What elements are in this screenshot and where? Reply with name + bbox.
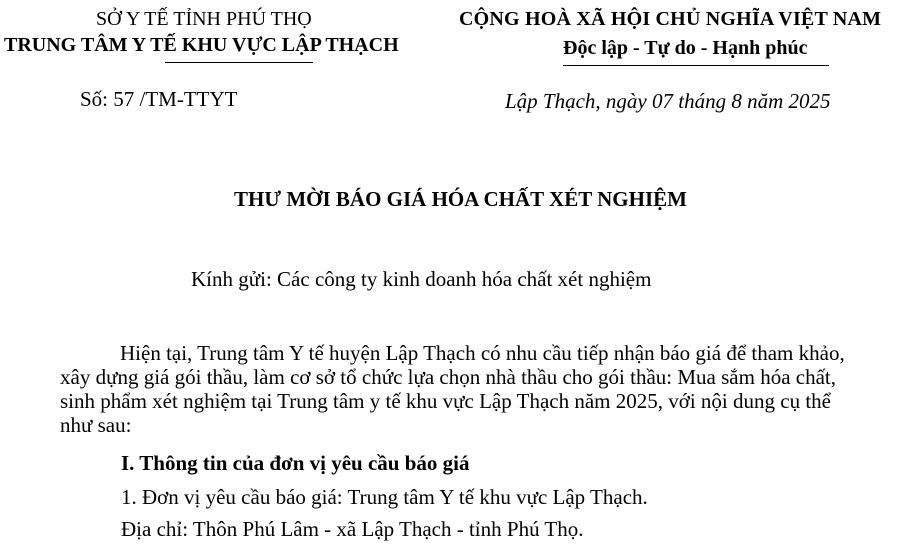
motto-underline — [563, 65, 829, 66]
recipient-line: Kính gửi: Các công ty kinh doanh hóa chất xét nghiệm — [191, 267, 652, 291]
header-left-underline — [165, 62, 313, 63]
section-heading: I. Thông tin của đơn vị yêu cầu báo giá — [121, 451, 470, 475]
place-and-date: Lập Thạch, ngày 07 tháng 8 năm 2025 — [505, 89, 831, 113]
document-title: THƯ MỜI BÁO GIÁ HÓA CHẤT XÉT NGHIỆM — [234, 187, 687, 211]
list-item: 1. Đơn vị yêu cầu báo giá: Trung tâm Y tế khu vực Lập Thạch. — [121, 485, 648, 509]
national-motto: Độc lập - Tự do - Hạnh phúc — [563, 37, 808, 59]
document-number: Số: 57 /TM-TTYT — [80, 87, 238, 111]
body-paragraph — [60, 341, 860, 437]
national-title: CỘNG HOÀ XÃ HỘI CHỦ NGHĨA VIỆT NAM — [459, 8, 882, 30]
issuing-center: TRUNG TÂM Y TẾ KHU VỰC LẬP THẠCH — [4, 34, 399, 56]
intro-paragraph: Hiện tại, Trung tâm Y tế huyện Lập Thạch có nhu cầu tiếp nhận báo giá để tham khảo, xây dựng giá gói thầu, làm cơ sở tổ chức lựa chọn nhà thầu cho gói thầu: Mua sắm hóa chất, sinh phẩm xét nghiệm tại Trung tâm y tế khu vực Lập Thạch năm 2025, với nội dung cụ thể như sau: — [60, 341, 845, 437]
issuing-ministry: SỞ Y TẾ TỈNH PHÚ THỌ — [96, 8, 312, 30]
address-line: Địa chỉ: Thôn Phú Lâm - xã Lập Thạch - tỉnh Phú Thọ. — [121, 517, 584, 541]
